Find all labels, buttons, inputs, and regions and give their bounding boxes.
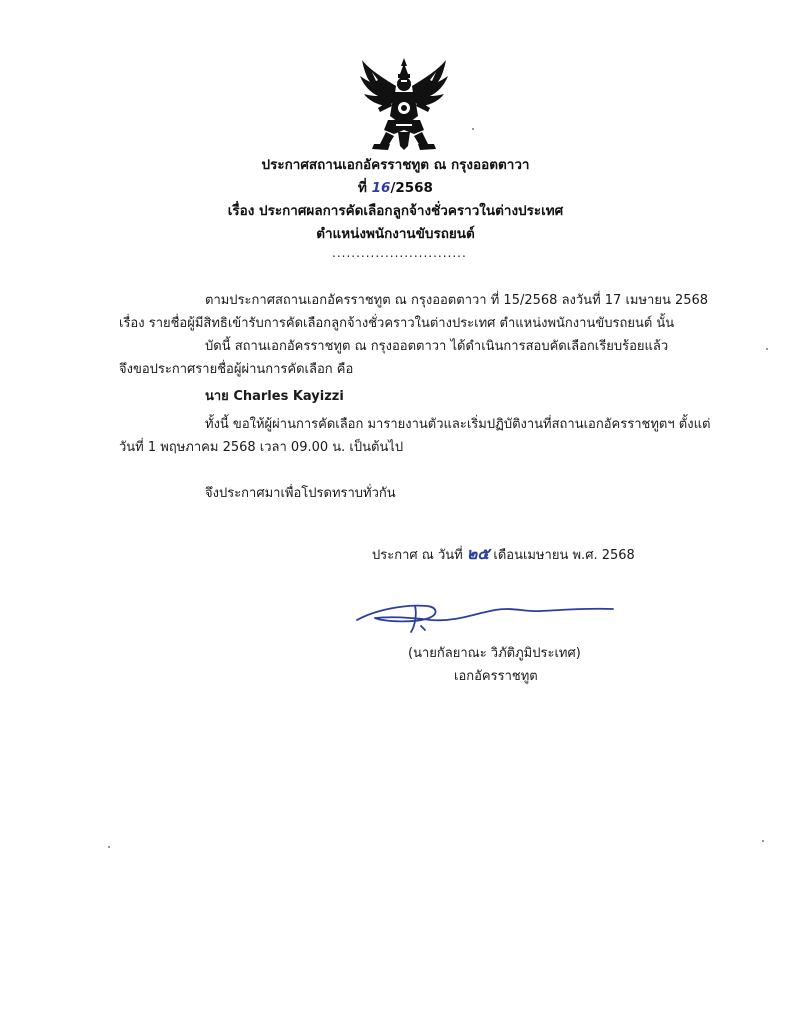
announcement-date	[372, 542, 635, 567]
paragraph-3-line-2: วันที่ 1 พฤษภาคม 2568 เวลา 09.00 น. เป็นต้นไป	[119, 440, 404, 455]
number-prefix: ที่	[358, 180, 372, 196]
handwritten-day: ๒๕	[466, 544, 490, 563]
paragraph-1-line-2: เรื่อง รายชื่อผู้มีสิทธิเข้ารับการคัดเลือกลูกจ้างชั่วคราวในต่างประเทศ ตำแหน่งพนักงานขับรถยนต์ นั้น	[119, 316, 675, 331]
announcement-number	[0, 179, 791, 198]
handwritten-number: 16	[371, 180, 391, 196]
separator-dots: ............................	[332, 246, 467, 260]
paragraph-1-line-1: ตามประกาศสถานเอกอัครราชทูต ณ กรุงออตตาวา ที่ 15/2568 ลงวันที่ 17 เมษายน 2568	[205, 293, 709, 308]
position-title: ตำแหน่งพนักงานขับรถยนต์	[316, 226, 475, 242]
paragraph-3-line-1: ทั้งนี้ ขอให้ผู้ผ่านการคัดเลือก มารายงานตัวและเริ่มปฏิบัติงานที่สถานเอกอัครราชทูตฯ ตั้งแต่	[205, 417, 711, 432]
signatory-title: เอกอัครราชทูต	[454, 669, 538, 684]
garuda-emblem-icon	[358, 56, 450, 152]
date-suffix: เดือนเมษายน พ.ศ. 2568	[493, 548, 635, 563]
scan-speck	[472, 128, 474, 130]
scan-speck	[766, 348, 768, 350]
number-suffix: /2568	[390, 180, 433, 196]
signatory-name: (นายกัลยาณะ วิภัติภูมิประเทศ)	[408, 646, 581, 661]
ambassador-signature	[355, 596, 617, 636]
selected-candidate-name: นาย Charles Kayizzi	[205, 389, 344, 404]
announcement-subject: เรื่อง ประกาศผลการคัดเลือกลูกจ้างชั่วคราวในต่างประเทศ	[227, 203, 564, 219]
scan-speck	[108, 846, 110, 848]
date-prefix: ประกาศ ณ วันที่	[372, 548, 463, 563]
paragraph-2-line-1: บัดนี้ สถานเอกอัครราชทูต ณ กรุงออตตาวา ได้ดำเนินการสอบคัดเลือกเรียบร้อยแล้ว	[205, 339, 669, 354]
scan-speck	[762, 840, 764, 842]
closing-statement: จึงประกาศมาเพื่อโปรดทราบทั่วกัน	[205, 486, 396, 501]
announcement-heading: ประกาศสถานเอกอัครราชทูต ณ กรุงออตตาวา	[261, 157, 530, 173]
paragraph-2-line-2: จึงขอประกาศรายชื่อผู้ผ่านการคัดเลือก คือ	[119, 362, 354, 377]
